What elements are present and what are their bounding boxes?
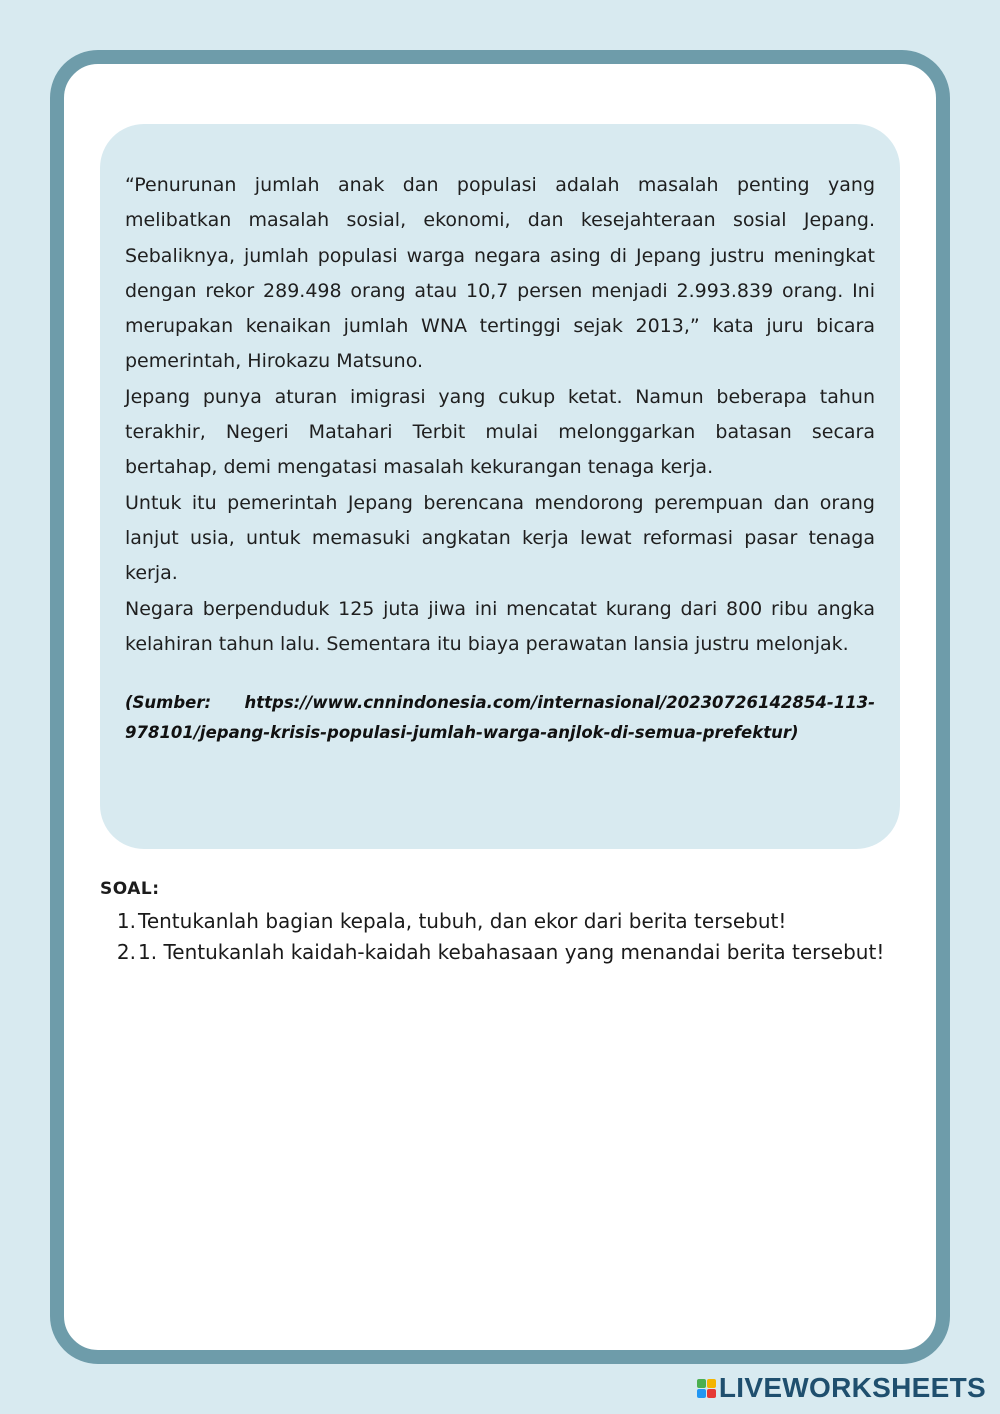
question-text: 1. Tentukanlah kaidah-kaidah kebahasaan yang menandai berita tersebut!: [138, 940, 885, 964]
questions-list: [100, 906, 900, 968]
questions-section: [100, 878, 900, 968]
question-text: Tentukanlah bagian kepala, tubuh, dan ekor dari berita tersebut!: [138, 909, 787, 933]
question-number: 1.: [116, 909, 136, 933]
article-source: (Sumber: https://www.cnnindonesia.com/internasional/20230726142854-113-978101/jepang-krisis-populasi-jumlah-warga-anjlok-di-semua-prefektur): [125, 693, 875, 743]
article-paragraph-2: Jepang punya aturan imigrasi yang cukup ketat. Namun beberapa tahun terakhir, Negeri Matahari Terbit mulai melonggarkan batasan secara bertahap, demi mengatasi masalah kekurangan tenaga kerja.: [125, 385, 875, 479]
worksheet-card: [50, 50, 950, 1364]
article-paragraph-3: Untuk itu pemerintah Jepang berencana mendorong perempuan dan orang lanjut usia, untuk memasuki angkatan kerja lewat reformasi pasar tenaga kerja.: [125, 491, 875, 585]
news-article-box: [100, 124, 900, 849]
question-item: [100, 906, 900, 937]
questions-title: SOAL:: [100, 879, 160, 899]
question-item: [100, 937, 900, 968]
question-number: 2.: [116, 940, 136, 964]
brand-name: LIVEWORKSHEETS: [718, 1372, 986, 1403]
liveworksheets-logo-icon: [697, 1379, 716, 1398]
liveworksheets-brand: [697, 1372, 986, 1404]
article-paragraph-4: Negara berpenduduk 125 juta jiwa ini mencatat kurang dari 800 ribu angka kelahiran tahun lalu. Sementara itu biaya perawatan lansia justru melonjak.: [125, 597, 875, 655]
article-paragraph-1: “Penurunan jumlah anak dan populasi adalah masalah penting yang melibatkan masalah sosial, ekonomi, dan kesejahteraan sosial Jepang. Sebaliknya, jumlah populasi warga negara asing di Jepang justru meningkat dengan rekor 289.498 orang atau 10,7 persen menjadi 2.993.839 orang. Ini merupakan kenaikan jumlah WNA tertinggi sejak 2013,” kata juru bicara pemerintah, Hirokazu Matsuno.: [125, 174, 875, 373]
